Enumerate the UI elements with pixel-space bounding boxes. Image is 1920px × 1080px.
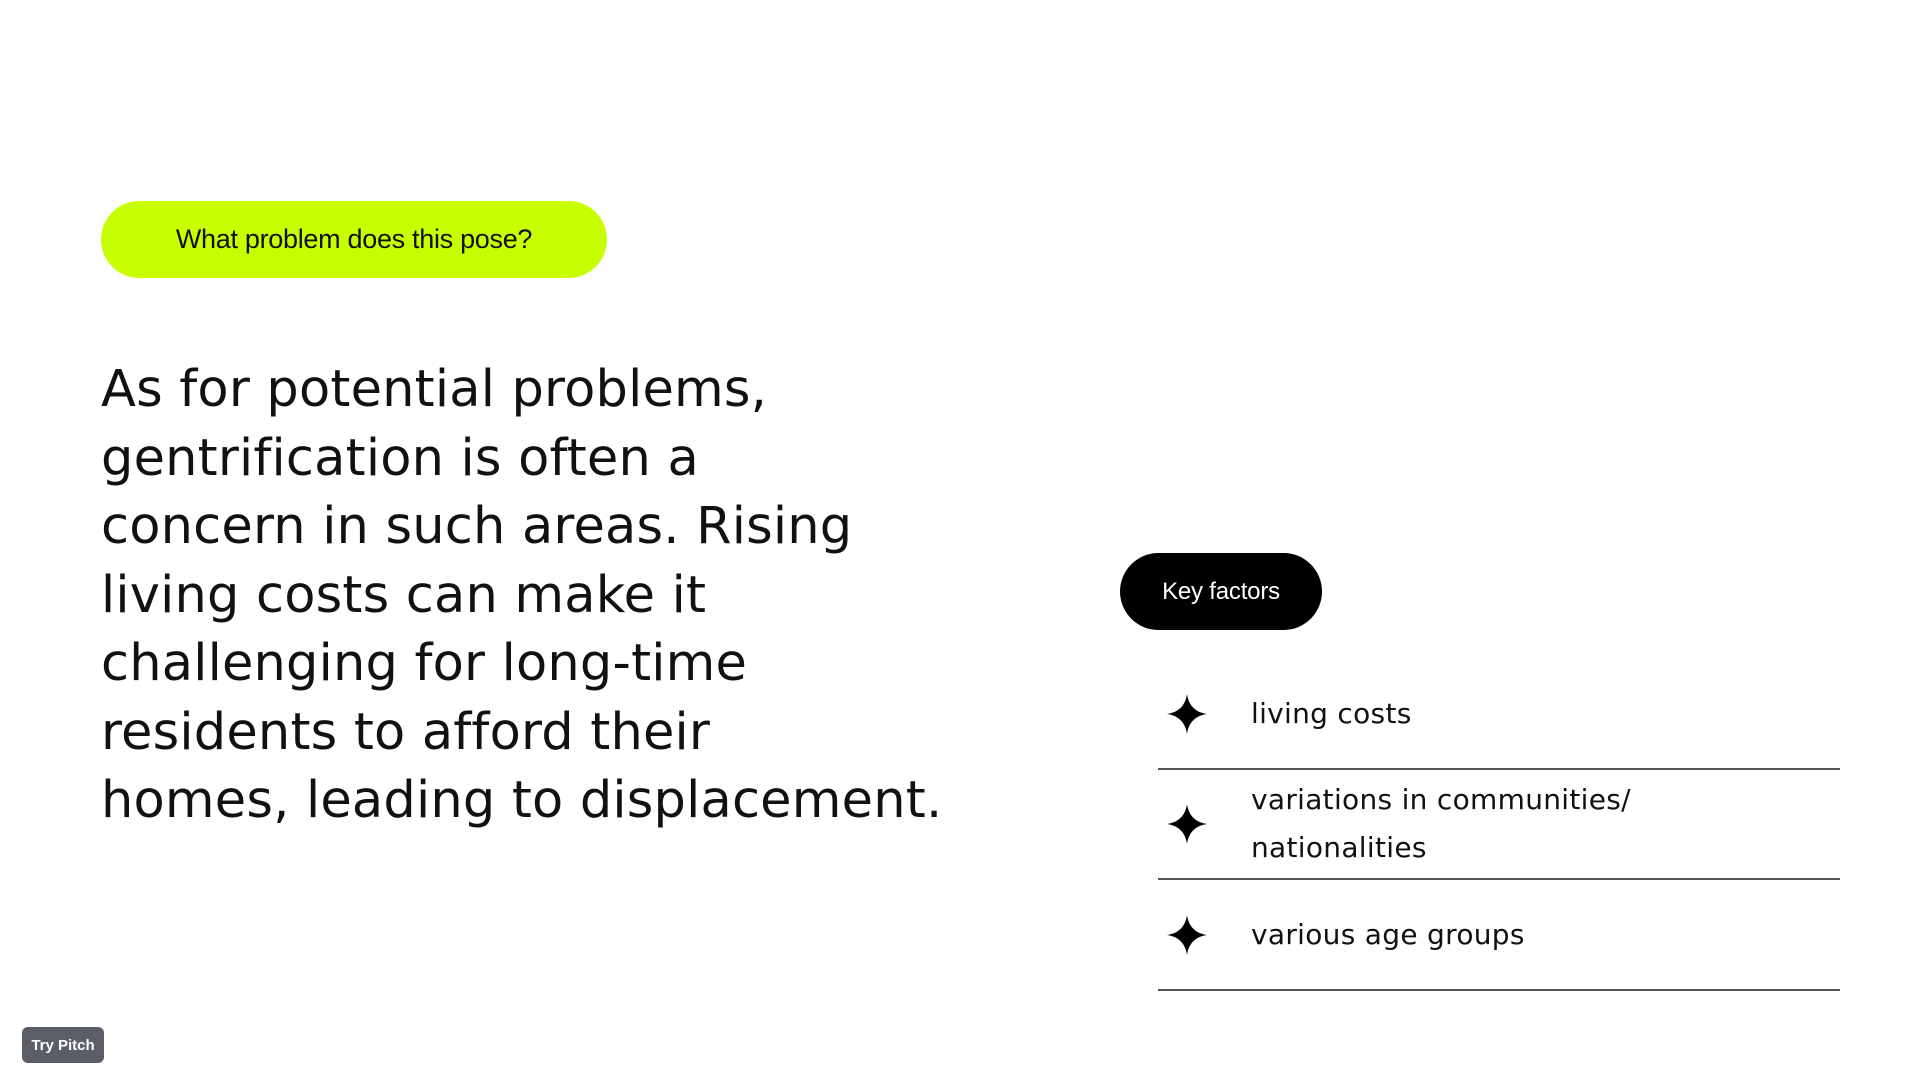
body-line: gentrification is often a — [101, 428, 699, 488]
factor-label-line: living costs — [1251, 697, 1412, 730]
key-factors-pill — [1120, 553, 1322, 630]
sparkle-star-icon — [1167, 804, 1207, 844]
sparkle-star-icon — [1167, 694, 1207, 734]
body-paragraph — [101, 356, 961, 836]
factor-label — [1251, 776, 1631, 872]
factor-item-age-groups — [1158, 880, 1840, 991]
body-line: concern in such areas. Rising — [101, 497, 853, 556]
body-line: homes, leading to displacement. — [101, 771, 943, 830]
factor-label — [1251, 690, 1412, 738]
factor-item-variations — [1158, 770, 1840, 880]
body-line: living costs can make it — [101, 565, 707, 625]
factor-label-line: nationalities — [1251, 831, 1427, 864]
body-line: residents to afford their — [101, 702, 711, 762]
question-pill — [101, 201, 607, 278]
sparkle-star-icon — [1167, 915, 1207, 955]
factor-label — [1251, 911, 1525, 959]
try-pitch-label: Try Pitch — [31, 1036, 95, 1054]
factor-label-line: variations in communities/ — [1251, 783, 1631, 816]
body-line: As for potential problems, — [101, 360, 768, 419]
factor-list — [1158, 660, 1840, 991]
try-pitch-button[interactable] — [22, 1027, 104, 1063]
body-line: challenging for long-time — [101, 634, 748, 693]
key-factors-label: Key factors — [1162, 577, 1280, 605]
factor-item-living-costs — [1158, 660, 1840, 770]
question-pill-label: What problem does this pose? — [175, 224, 533, 254]
factor-label-line: various age groups — [1251, 917, 1525, 951]
